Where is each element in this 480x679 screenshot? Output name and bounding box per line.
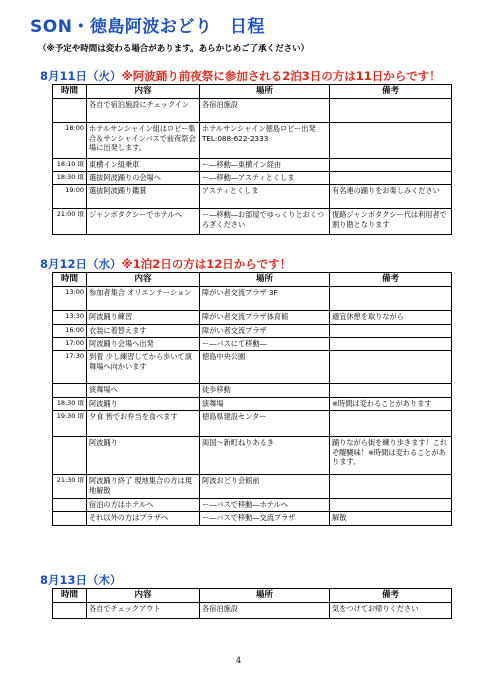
- header-place: 場所: [200, 273, 330, 287]
- time-cell: 19:00: [53, 185, 87, 209]
- place-cell: 両国〜新町ねりあるき: [200, 437, 330, 475]
- table-row: [53, 311, 452, 325]
- remarks-cell: 有名連の踊りをお楽しみください: [330, 185, 452, 209]
- header-time: 時間: [53, 273, 87, 287]
- place-cell: 徳島県建設センター: [200, 411, 330, 437]
- content-cell: 参加者集合 オリエンテーション: [87, 287, 200, 311]
- content-cell: 東横イン組乗車: [87, 159, 200, 172]
- remarks-cell: [330, 159, 452, 172]
- content-cell: 阿波踊り会場へ出発: [87, 338, 200, 351]
- remarks-cell: [330, 475, 452, 499]
- time-cell: 13:00: [53, 287, 87, 311]
- content-cell: 阿波踊り練習: [87, 311, 200, 325]
- content-cell: 選抜阿波踊り鑑賞: [87, 185, 200, 209]
- day2-heading: [40, 256, 291, 272]
- content-cell: 各自で宿泊施設にチェックイン: [87, 99, 200, 123]
- remarks-cell: 踊りながら街を練り歩きます！これぞ醍醐味！※時間は変わることがあります。: [330, 437, 452, 475]
- header-remarks: 備考: [330, 273, 452, 287]
- table-header-row: [53, 273, 452, 287]
- header-content: 内容: [87, 589, 200, 603]
- header-time: 時間: [53, 589, 87, 603]
- day3-table: [52, 588, 452, 619]
- table-row: [53, 499, 452, 512]
- day2-table: [52, 272, 452, 526]
- header-remarks: 備考: [330, 589, 452, 603]
- remarks-cell: 気をつけてお帰りください: [330, 603, 452, 619]
- time-cell: [53, 384, 87, 398]
- table-row: [53, 209, 452, 235]
- day1-heading: [40, 68, 441, 84]
- place-cell: ー―バスで移動―ホテルへ: [200, 499, 330, 512]
- content-cell: 阿波踊り終了 現地集合の方は現地解散: [87, 475, 200, 499]
- table-row: [53, 398, 452, 411]
- table-row: [53, 159, 452, 172]
- day1-date: 8月11日（火）: [40, 69, 122, 83]
- header-time: 時間: [53, 85, 87, 99]
- table-row: [53, 99, 452, 123]
- remarks-cell: 復路ジャンボタクシー代は利用者で割り勘となります: [330, 209, 452, 235]
- place-cell: 徳島中央公園: [200, 351, 330, 384]
- table-header-row: [53, 589, 452, 603]
- remarks-cell: 適宜休憩を取りながら: [330, 311, 452, 325]
- place-cell: ー―移動―アスティとくしま: [200, 172, 330, 185]
- remarks-cell: [330, 287, 452, 311]
- content-cell: ホテルサンシャイン組はロビー集合＆サンシャインバスで前夜祭会場に出発します。: [87, 123, 200, 159]
- place-cell: 演舞場: [200, 398, 330, 411]
- table-row: [53, 172, 452, 185]
- remarks-cell: [330, 99, 452, 123]
- table-row: [53, 185, 452, 209]
- day2-note: ※1泊2日の方は12日からです！: [121, 257, 292, 271]
- time-cell: 18:10 頃: [53, 159, 87, 172]
- table-row: [53, 437, 452, 475]
- place-cell: ー―バスで移動―交流プラザ: [200, 512, 330, 526]
- time-cell: [53, 99, 87, 123]
- table-row: [53, 325, 452, 338]
- content-cell: 阿波踊り: [87, 398, 200, 411]
- place-cell: 各宿泊施設: [200, 603, 330, 619]
- table-header-row: [53, 85, 452, 99]
- remarks-cell: [330, 325, 452, 338]
- time-cell: 21:30 頃: [53, 475, 87, 499]
- place-cell: 徒歩移動: [200, 384, 330, 398]
- content-cell: 宿泊の方はホテルへ: [87, 499, 200, 512]
- content-cell: 選抜阿波踊りの会場へ: [87, 172, 200, 185]
- time-cell: 13:30: [53, 311, 87, 325]
- place-cell: ー―移動―お部屋でゆっくりとおくつろぎください: [200, 209, 330, 235]
- page-title: SON・徳島阿波おどり 日程: [30, 17, 265, 37]
- table-row: [53, 475, 452, 499]
- day1-table: [52, 84, 452, 235]
- place-cell: アスティとくしま: [200, 185, 330, 209]
- day2-date: 8月12日（水）: [40, 257, 122, 271]
- remarks-cell: 解散: [330, 512, 452, 526]
- time-cell: [53, 603, 87, 619]
- table-row: [53, 512, 452, 526]
- table-row: [53, 123, 452, 159]
- place-cell: 阿波おどり会館前: [200, 475, 330, 499]
- place-cell: 障がい者交流プラザ体育館: [200, 311, 330, 325]
- place-cell: ホテルサンシャイン徳島ロビー出発 TEL:088-622-2333: [200, 123, 330, 159]
- content-cell: 演舞場へ: [87, 384, 200, 398]
- content-cell: 各自でチェックアウト: [87, 603, 200, 619]
- time-cell: 18:00: [53, 123, 87, 159]
- content-cell: 到着 少し練習してから歩いて演舞場へ向かいます: [87, 351, 200, 384]
- time-cell: 18:30 頃: [53, 398, 87, 411]
- time-cell: 19:30 頃: [53, 411, 87, 437]
- content-cell: ジャンボタクシーでホテルへ: [87, 209, 200, 235]
- remarks-cell: [330, 411, 452, 437]
- table-row: [53, 603, 452, 619]
- time-cell: 17:00: [53, 338, 87, 351]
- place-cell: ー―バスにて移動―: [200, 338, 330, 351]
- content-cell: それ以外の方はプラザへ: [87, 512, 200, 526]
- time-cell: [53, 499, 87, 512]
- day1-note: ※阿波踊り前夜祭に参加される2泊3日の方は11日からです！: [121, 69, 441, 83]
- place-cell: 各宿泊施設: [200, 99, 330, 123]
- header-content: 内容: [87, 273, 200, 287]
- remarks-cell: ※時間は変わることがあります: [330, 398, 452, 411]
- time-cell: 16:00: [53, 325, 87, 338]
- header-place: 場所: [200, 589, 330, 603]
- time-cell: 18:30 頃: [53, 172, 87, 185]
- place-cell: 障がい者交流プラザ: [200, 325, 330, 338]
- table-row: [53, 338, 452, 351]
- page-number: 4: [236, 656, 242, 665]
- header-remarks: 備考: [330, 85, 452, 99]
- time-cell: [53, 512, 87, 526]
- remarks-cell: [330, 499, 452, 512]
- table-row: [53, 351, 452, 384]
- schedule-notice: （※予定や時間は変わる場合があります。あらかじめご了承ください）: [38, 44, 310, 54]
- header-content: 内容: [87, 85, 200, 99]
- day3-date: 8月13日（木）: [40, 573, 122, 587]
- remarks-cell: [330, 384, 452, 398]
- place-cell: ー―移動―東横イン経由: [200, 159, 330, 172]
- place-cell: 障がい者交流プラザ 3F: [200, 287, 330, 311]
- table-row: [53, 384, 452, 398]
- day3-heading: [40, 572, 122, 588]
- time-cell: [53, 437, 87, 475]
- content-cell: 衣装に着替えます: [87, 325, 200, 338]
- table-row: [53, 287, 452, 311]
- remarks-cell: [330, 123, 452, 159]
- remarks-cell: [330, 338, 452, 351]
- table-row: [53, 411, 452, 437]
- header-place: 場所: [200, 85, 330, 99]
- time-cell: 17:30: [53, 351, 87, 384]
- remarks-cell: [330, 172, 452, 185]
- content-cell: 阿波踊り: [87, 437, 200, 475]
- content-cell: 夕食 皆でお弁当を食べます: [87, 411, 200, 437]
- time-cell: 21:00 頃: [53, 209, 87, 235]
- remarks-cell: [330, 351, 452, 384]
